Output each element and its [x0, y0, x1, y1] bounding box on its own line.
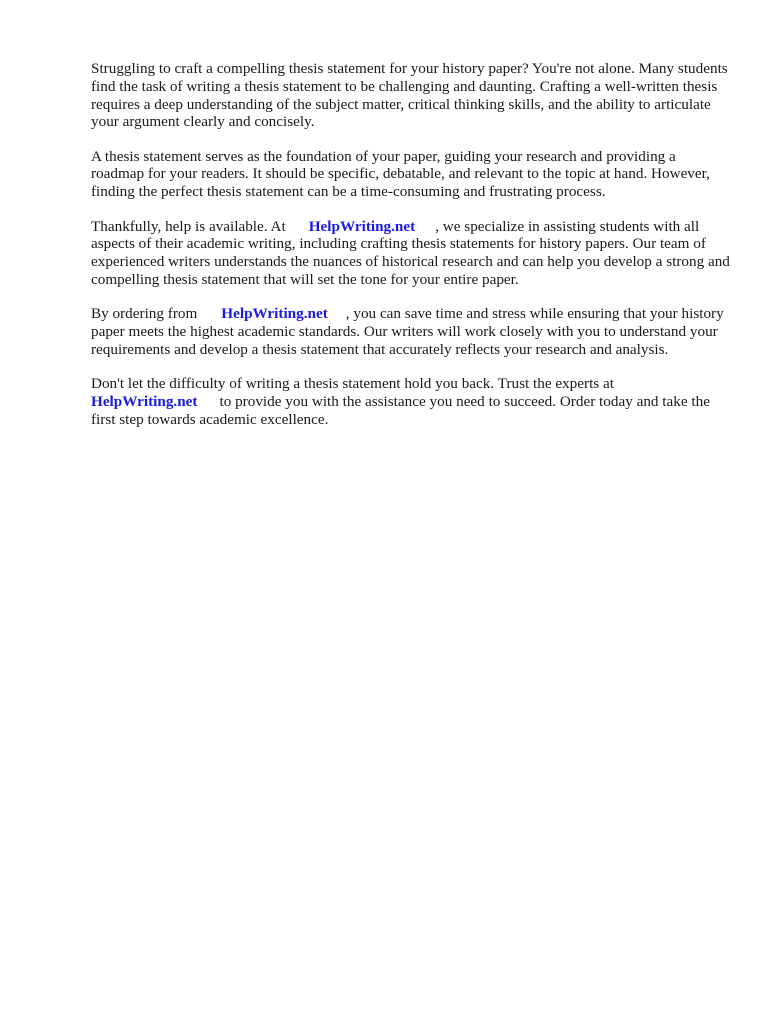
document-page	[91, 60, 731, 445]
paragraph-ordering	[91, 305, 731, 358]
paragraph-text-before-link: Don't let the difficulty of writing a thesis statement hold you back. Trust the experts at	[91, 375, 614, 393]
paragraph-text-after-link: , we specialize in assisting students with all aspects of their academic writing, including crafting thesis statements for history papers. Our team of experienced writers understands the nuances of historical research and can help you develop a strong and compelling thesis statement that will set the tone for your entire paper.	[91, 217, 730, 288]
helpwriting-link[interactable]: HelpWriting.net	[221, 305, 328, 323]
paragraph-intro: Struggling to craft a compelling thesis statement for your history paper? You're not alone. Many students find the task of writing a thesis statement to be challenging and daunting. Crafting a well-written thesis requires a deep understanding of the subject matter, critical thinking skills, and the ability to articulate your argument clearly and concisely.	[91, 60, 728, 131]
paragraph-text-before-link: By ordering from	[91, 305, 198, 323]
paragraph-text-before-link: Thankfully, help is available. At	[91, 217, 286, 235]
paragraph-trust-experts	[91, 375, 731, 428]
helpwriting-link[interactable]: HelpWriting.net	[308, 217, 416, 235]
paragraph-help-available	[91, 218, 731, 289]
paragraph-thesis-foundation: A thesis statement serves as the foundation of your paper, guiding your research and providing a roadmap for your readers. It should be specific, debatable, and relevant to the topic at hand. However, finding the perfect thesis statement can be a time-consuming and frustrating process.	[91, 147, 710, 201]
helpwriting-link[interactable]: HelpWriting.net	[91, 392, 198, 410]
paragraph-text-after-link: to provide you with the assistance you need to succeed. Order today and take the first step towards academic excellence.	[91, 392, 710, 428]
paragraph-text-after-link: , you can save time and stress while ensuring that your history paper meets the highest academic standards. Our writers will work closely with you to understand your requirements and develop a thesis statement that accurately reflects your research and analysis.	[91, 305, 724, 358]
